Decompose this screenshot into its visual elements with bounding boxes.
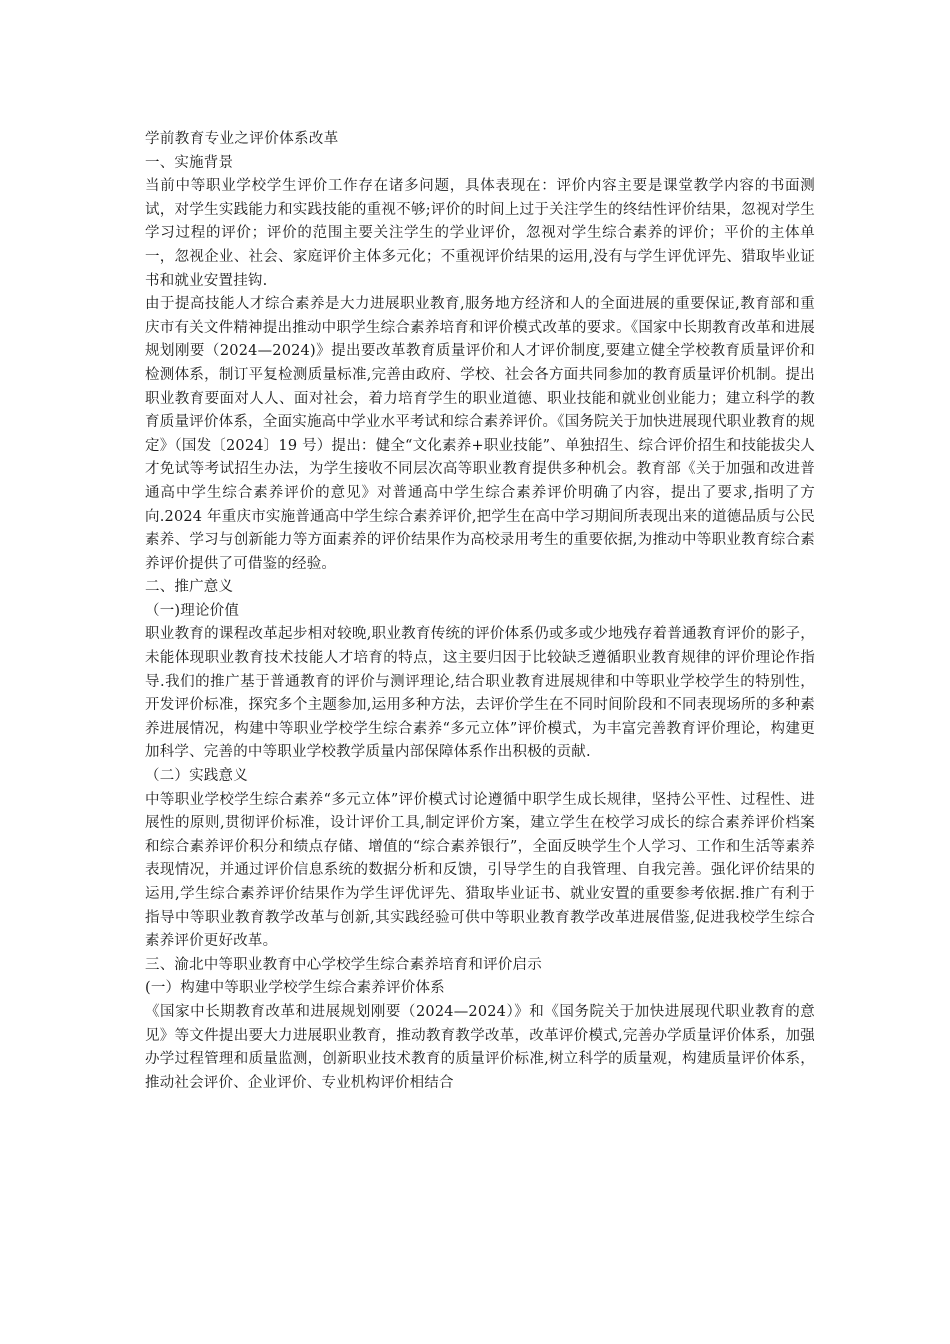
paragraph-practical-significance: 中等职业学校学生综合素养“多元立体”评价模式讨论遵循中职学生成长规律，坚持公平性、过程性、进展性的原则,贯彻评价标准，设计评价工具,制定评价方案，建立学生在校学习成长的综合素养评价档案和综合素养评价积分和绩点存储、增值的“综合素养银行”，全面反映学生个人学习、工作和生活等素养表现情况，并通过评价信息系统的数据分析和反馈，引导学生的自我管理、自我完善。强化评价结果的运用,学生综合素养评价结果作为学生评优评先、猎取毕业证书、就业安置的重要参考依据.推广有利于指导中等职业教育教学改革与创新,其实践经验可供中等职业教育教学改革进展借鉴,促进我校学生综合素养评价更好改革。 xyxy=(145,791,815,950)
paragraph-theoretical-value: 职业教育的课程改革起步相对较晚,职业教育传统的评价体系仍或多或少地残存着普通教育评价的影子，未能体现职业教育技术技能人才培育的特点，这主要归因于比较缺乏遵循职业教育规律的评价理论作指导.我们的推广基于普通教育的评价与测评理论,结合职业教育进展规律和中等职业学校学生的特别性，开发评价标准，探究多个主题参加,运用多种方法，去评价学生在不同时间阶段和不同表现场所的多种素养进展情况，构建中等职业学校学生综合素养“多元立体”评价模式，为丰富完善教育评价理论，构建更加科学、完善的中等职业学校教学质量内部保障体系作出积极的贡献. xyxy=(145,626,815,761)
document-title: 学前教育专业之评价体系改革 xyxy=(145,131,339,147)
paragraph-build-evaluation-system: 《国家中长期教育改革和进展规划刚要（2024—2024）》和《国务院关于加快进展现代职业教育的意见》等文件提出要大力进展职业教育，推动教育教学改革，改革评价模式,完善办学质量评价体系，加强办学过程管理和质量监测，创新职业技术教育的质量评价标准,树立科学的质量观，构建质量评价体系，推动社会评价、企业评价、专业机构评价相结合 xyxy=(145,1003,815,1091)
section-heading-background: 一、实施背景 xyxy=(145,154,234,171)
section-heading-significance: 二、推广意义 xyxy=(145,579,234,596)
subheading-practical-significance: （二）实践意义 xyxy=(145,768,248,785)
subheading-build-evaluation-system: (一）构建中等职业学校学生综合素养评价体系 xyxy=(145,980,445,997)
paragraph-policy-background: 由于提高技能人才综合素养是大力进展职业教育,服务地方经济和人的全面进展的重要保证,教育部和重庆市有关文件精神提出推动中职学生综合素养培育和评价模式改革的要求。《国家中长期教育改革和进展规划刚要（2024—2024)》提出要改革教育质量评价和人才评价制度,要建立健全学校教育质量评价和检测体系，制订平复检测质量标准,完善由政府、学校、社会各方面共同参加的教育质量评价机制。提出职业教育要面对人人、面对社会，着力培育学生的职业道德、职业技能和就业创业能力；建立科学的教育质量评价体系，全面实施高中学业水平考试和综合素养评价。《国务院关于加快进展现代职业教育的规定》（国发〔2024〕19 号）提出：健全“文化素养+职业技能”、单独招生、综合评价招生和技能拔尖人才免试等考试招生办法，为学生接收不同层次高等职业教育提供多种机会。教育部《关于加强和改进普通高中学生综合素养评价的意见》对普通高中学生综合素养评价明确了内容，提出了要求,指明了方向.2024 年重庆市实施普通高中学生综合素养评价,把学生在高中学习期间所表现出来的道德品质与公民素养、学习与创新能力等方面素养的评价结果作为高校录用考生的重要依据,为推动中等职业教育综合素养评价提供了可借鉴的经验。 xyxy=(145,296,815,572)
document-body xyxy=(145,128,815,1095)
subheading-theoretical-value: （一)理论价值 xyxy=(145,602,240,619)
paragraph-current-problems: 当前中等职业学校学生评价工作存在诸多问题，具体表现在：评价内容主要是课堂教学内容的书面测试，对学生实践能力和实践技能的重视不够;评价的时间上过于关注学生的终结性评价结果，忽视对学生学习过程的评价；评价的范围主要关注学生的学业评价，忽视对学生综合素养的评价；平价的主体单一，忽视企业、社会、家庭评价主体多元化；不重视评价结果的运用,没有与学生评优评先、猎取毕业证书和就业安置挂钩. xyxy=(145,178,815,289)
section-heading-yubei-insights: 三、渝北中等职业教育中心学校学生综合素养培育和评价启示 xyxy=(145,956,542,973)
